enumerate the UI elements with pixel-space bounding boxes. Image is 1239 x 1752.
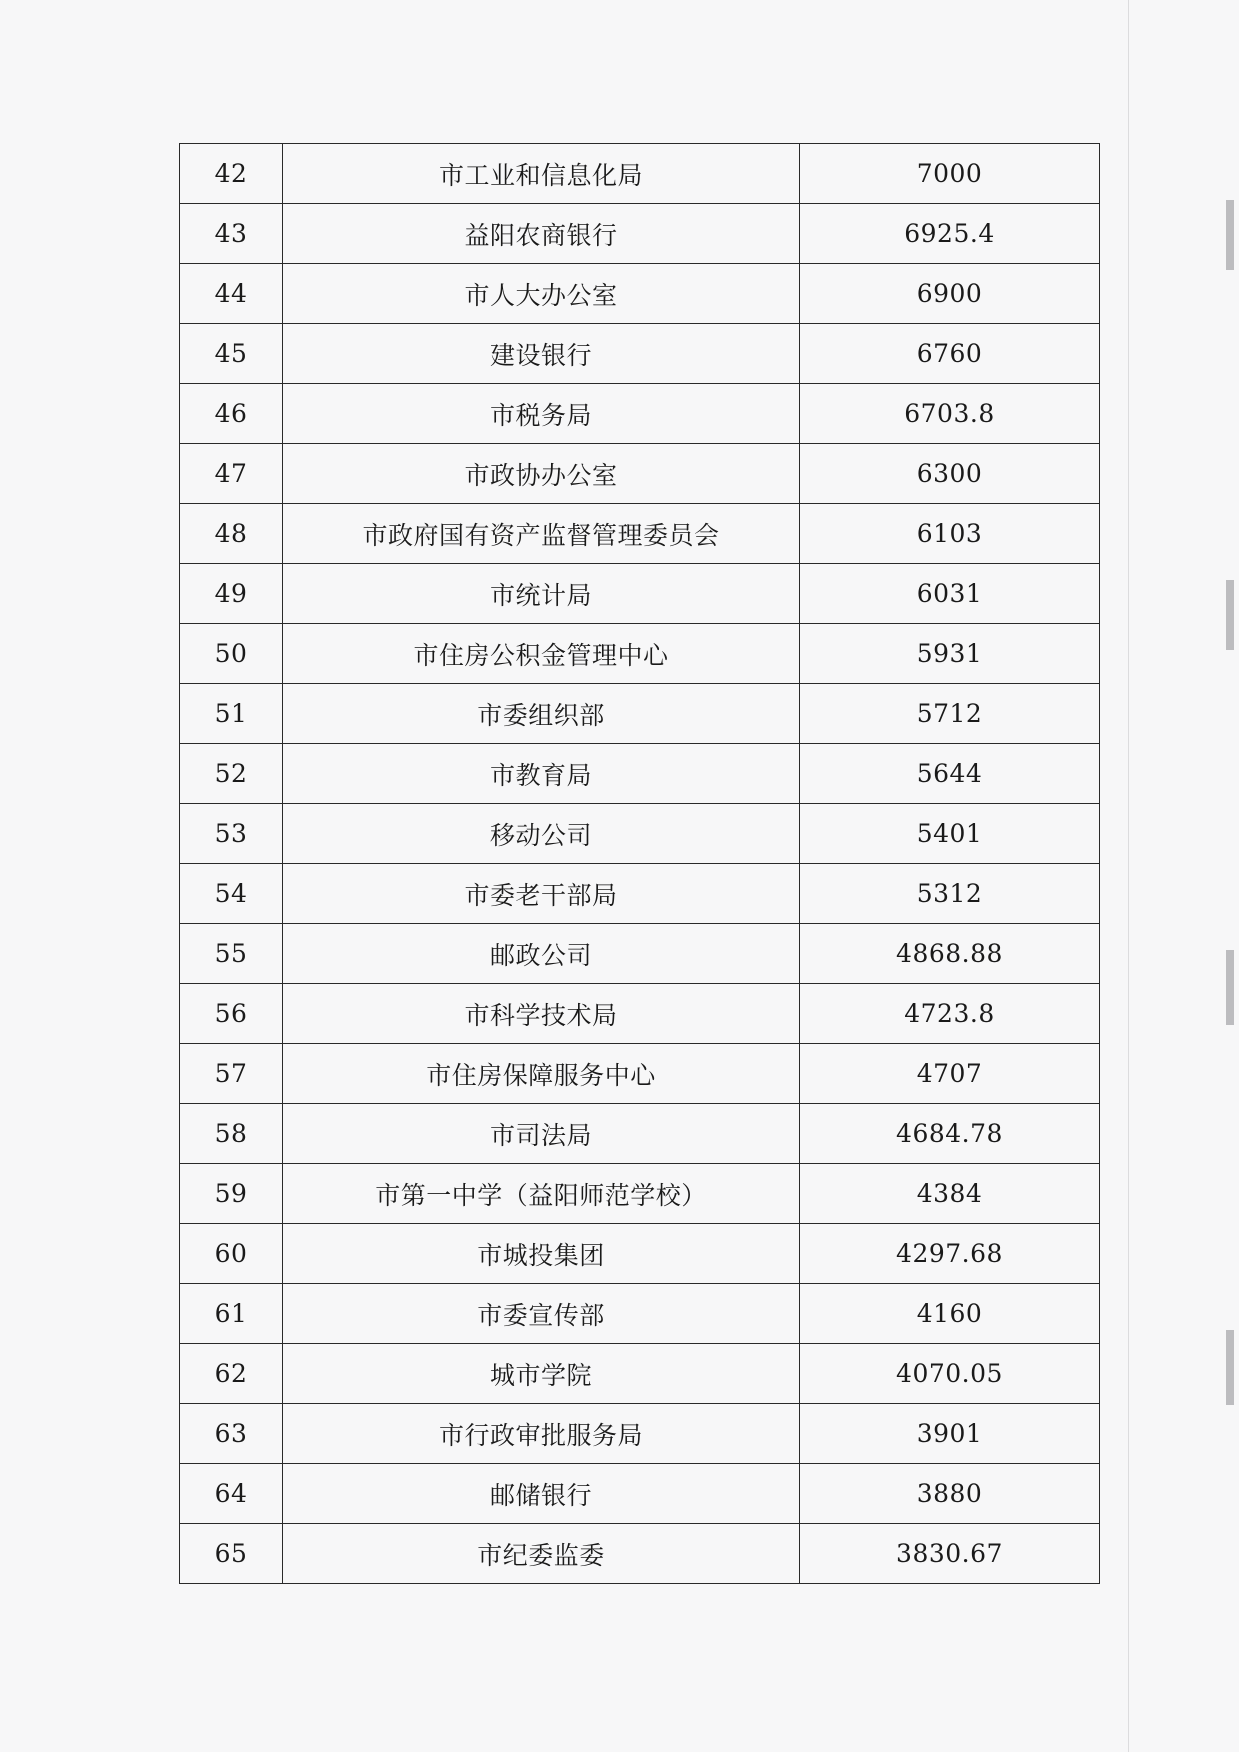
unit-name-text: 移动公司 [489, 820, 592, 850]
table-row [180, 264, 1100, 324]
amount-cell: 3880 [800, 1464, 1100, 1524]
unit-name-cell [283, 564, 800, 624]
amount-cell: 5931 [800, 624, 1100, 684]
row-number-cell: 59 [180, 1164, 283, 1224]
table-row [180, 1164, 1100, 1224]
row-number-cell: 64 [180, 1464, 283, 1524]
unit-name-cell [283, 744, 800, 804]
amount-cell: 7000 [800, 144, 1100, 204]
table-row [180, 324, 1100, 384]
unit-name-cell [283, 384, 800, 444]
table-row [180, 1404, 1100, 1464]
amount-cell: 6031 [800, 564, 1100, 624]
scan-artifact [1226, 1330, 1234, 1405]
row-number-cell: 47 [180, 444, 283, 504]
amount-cell: 4723.8 [800, 984, 1100, 1044]
unit-name-text: 市城投集团 [477, 1240, 605, 1270]
amount-cell: 5401 [800, 804, 1100, 864]
unit-name-text: 市政府国有资产监督管理委员会 [362, 520, 720, 550]
scan-page-edge [1128, 0, 1129, 1752]
table-row [180, 1104, 1100, 1164]
unit-name-text: 市委组织部 [477, 700, 605, 730]
unit-name-cell [283, 984, 800, 1044]
amount-cell: 4160 [800, 1284, 1100, 1344]
unit-name-text: 市统计局 [489, 580, 592, 610]
unit-name-text: 市纪委监委 [477, 1540, 605, 1570]
row-number-cell: 52 [180, 744, 283, 804]
row-number-cell: 57 [180, 1044, 283, 1104]
unit-name-text: 市税务局 [489, 400, 592, 430]
unit-name-cell [283, 1524, 800, 1584]
unit-name-text: 市委宣传部 [477, 1300, 605, 1330]
unit-name-text: 城市学院 [489, 1360, 592, 1390]
unit-name-text: 市科学技术局 [464, 1000, 618, 1030]
row-number-cell: 44 [180, 264, 283, 324]
unit-name-text: 市住房保障服务中心 [426, 1060, 656, 1090]
unit-name-text: 市委老干部局 [464, 880, 618, 910]
unit-name-text: 市人大办公室 [464, 280, 618, 310]
row-number-cell: 58 [180, 1104, 283, 1164]
amount-cell: 3901 [800, 1404, 1100, 1464]
row-number-cell: 55 [180, 924, 283, 984]
amount-cell: 6703.8 [800, 384, 1100, 444]
table-row [180, 1284, 1100, 1344]
amount-cell: 5312 [800, 864, 1100, 924]
row-number-cell: 61 [180, 1284, 283, 1344]
data-table [179, 143, 1100, 1584]
unit-name-cell [283, 804, 800, 864]
table-row [180, 1044, 1100, 1104]
table-row [180, 1344, 1100, 1404]
unit-name-cell [283, 1404, 800, 1464]
table-row [180, 924, 1100, 984]
unit-name-cell [283, 264, 800, 324]
amount-cell: 4868.88 [800, 924, 1100, 984]
unit-name-text: 市教育局 [489, 760, 592, 790]
row-number-cell: 48 [180, 504, 283, 564]
table-row [180, 504, 1100, 564]
scan-artifact [1226, 580, 1234, 650]
unit-name-cell [283, 144, 800, 204]
row-number-cell: 51 [180, 684, 283, 744]
amount-cell: 6900 [800, 264, 1100, 324]
row-number-cell: 53 [180, 804, 283, 864]
table-row [180, 624, 1100, 684]
row-number-cell: 65 [180, 1524, 283, 1584]
scan-artifact [1226, 200, 1234, 270]
unit-name-cell [283, 1104, 800, 1164]
amount-cell: 4707 [800, 1044, 1100, 1104]
row-number-cell: 42 [180, 144, 283, 204]
amount-cell: 6300 [800, 444, 1100, 504]
unit-name-cell [283, 1224, 800, 1284]
table-row [180, 144, 1100, 204]
unit-name-text: 邮储银行 [489, 1480, 592, 1510]
unit-name-cell [283, 624, 800, 684]
amount-cell: 6760 [800, 324, 1100, 384]
unit-name-cell [283, 1284, 800, 1344]
table-row [180, 684, 1100, 744]
row-number-cell: 49 [180, 564, 283, 624]
table-row [180, 864, 1100, 924]
unit-name-text: 市住房公积金管理中心 [413, 640, 669, 670]
table-row [180, 804, 1100, 864]
unit-name-cell [283, 684, 800, 744]
table-row [180, 984, 1100, 1044]
unit-name-cell [283, 444, 800, 504]
unit-name-cell [283, 1164, 800, 1224]
row-number-cell: 43 [180, 204, 283, 264]
unit-name-cell [283, 204, 800, 264]
row-number-cell: 45 [180, 324, 283, 384]
row-number-cell: 54 [180, 864, 283, 924]
unit-name-text: 邮政公司 [489, 940, 592, 970]
amount-cell: 6103 [800, 504, 1100, 564]
unit-name-cell [283, 1464, 800, 1524]
amount-cell: 5644 [800, 744, 1100, 804]
row-number-cell: 50 [180, 624, 283, 684]
unit-name-cell [283, 864, 800, 924]
unit-name-cell [283, 1344, 800, 1404]
table-row [180, 1524, 1100, 1584]
unit-name-cell [283, 504, 800, 564]
unit-name-text: 市行政审批服务局 [438, 1420, 643, 1450]
unit-name-cell [283, 324, 800, 384]
amount-cell: 4384 [800, 1164, 1100, 1224]
table-row [180, 564, 1100, 624]
table-row [180, 1464, 1100, 1524]
row-number-cell: 63 [180, 1404, 283, 1464]
unit-name-text: 益阳农商银行 [464, 220, 618, 250]
unit-name-text: 市第一中学（益阳师范学校） [375, 1180, 707, 1210]
table-row [180, 384, 1100, 444]
table-row [180, 204, 1100, 264]
row-number-cell: 56 [180, 984, 283, 1044]
amount-cell: 4684.78 [800, 1104, 1100, 1164]
unit-name-cell [283, 924, 800, 984]
row-number-cell: 62 [180, 1344, 283, 1404]
row-number-cell: 60 [180, 1224, 283, 1284]
amount-cell: 5712 [800, 684, 1100, 744]
unit-name-cell [283, 1044, 800, 1104]
unit-name-text: 市司法局 [489, 1120, 592, 1150]
unit-name-text: 建设银行 [489, 340, 592, 370]
scan-artifact [1226, 950, 1234, 1025]
table-body [180, 144, 1100, 1584]
table-row [180, 1224, 1100, 1284]
table-row [180, 744, 1100, 804]
row-number-cell: 46 [180, 384, 283, 444]
amount-cell: 3830.67 [800, 1524, 1100, 1584]
amount-cell: 6925.4 [800, 204, 1100, 264]
table-row [180, 444, 1100, 504]
unit-name-text: 市政协办公室 [464, 460, 618, 490]
amount-cell: 4070.05 [800, 1344, 1100, 1404]
amount-cell: 4297.68 [800, 1224, 1100, 1284]
unit-name-text: 市工业和信息化局 [438, 160, 643, 190]
